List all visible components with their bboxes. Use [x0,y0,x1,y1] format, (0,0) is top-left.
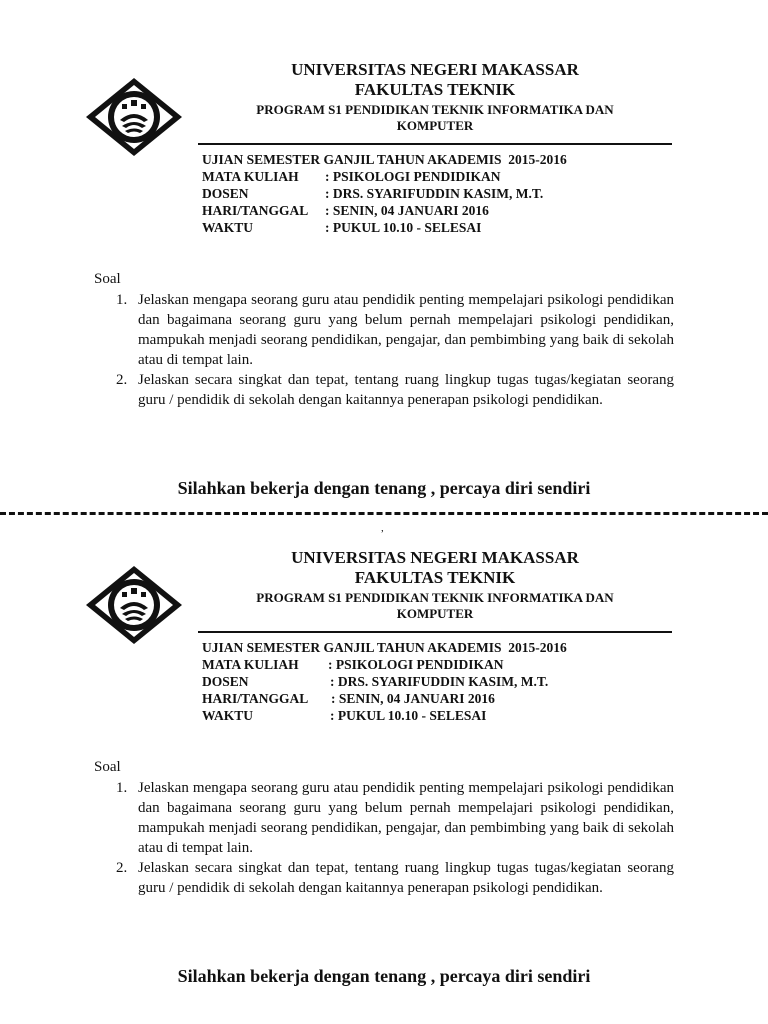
time-row [202,219,567,236]
question-text: Jelaskan mengapa seorang guru atau pendidik penting mempelajari psikologi pendidikan dan bagaimana seorang guru yang belum pernah mempelajari psikologi pendidikan, mampukah menjadi seorang pendidikan, pengajar, dan pembimbing yang baik di sekolah atau di tempat lain. [138,292,674,368]
date-value: : SENIN, 04 JANUARI 2016 [325,203,489,218]
closing-message: Silahkan bekerja dengan tenang , percaya diri sendiri [177,478,591,498]
lecturer-row [202,673,567,690]
course-label: MATA KULIAH [202,169,299,184]
question-item [116,778,674,858]
question-number: 2. [116,860,128,876]
questions-heading: Soal [94,759,121,775]
lecturer-label: DOSEN [202,674,249,689]
course-value: : PSIKOLOGI PENDIDIKAN [328,657,504,672]
header-divider [198,143,672,145]
question-number: 1. [116,780,128,796]
lecturer-row [202,185,567,202]
faculty-name: FAKULTAS TEKNIK [354,80,516,99]
exam-sheet-1 [0,0,768,510]
date-label: HARI/TANGGAL [202,203,309,218]
date-label: HARI/TANGGAL [202,691,309,706]
program-name-line1: PROGRAM S1 PENDIDIKAN TEKNIK INFORMATIKA DAN [256,590,614,605]
time-row [202,707,567,724]
question-item [116,290,674,370]
course-label: MATA KULIAH [202,657,299,672]
lecturer-value: : DRS. SYARIFUDDIN KASIM, M.T. [325,186,544,201]
exam-sheet-2 [0,488,768,998]
program-name-line1: PROGRAM S1 PENDIDIKAN TEKNIK INFORMATIKA DAN [256,102,614,117]
university-name: UNIVERSITAS NEGERI MAKASSAR [291,60,579,79]
time-value: : PUKUL 10.10 - SELESAI [330,708,487,723]
question-number: 2. [116,372,128,388]
exam-info [202,639,567,724]
question-list [116,778,674,898]
course-row [202,168,567,185]
university-logo-icon [84,76,184,158]
question-text: Jelaskan mengapa seorang guru atau pendidik penting mempelajari psikologi pendidikan dan bagaimana seorang guru yang belum pernah mempelajari psikologi pendidikan, mampukah menjadi seorang pendidikan, pengajar, dan pembimbing yang baik di sekolah atau di tempat lain. [138,780,674,856]
lecturer-label: DOSEN [202,186,249,201]
header-divider [198,631,672,633]
question-text: Jelaskan secara singkat dan tepat, tentang ruang lingkup tugas tugas/kegiatan seorang guru / pendidik di sekolah dengan kaitannya penerapan psikologi pendidikan. [138,372,674,408]
time-label: WAKTU [202,220,254,235]
question-item [116,370,674,410]
exam-title: UJIAN SEMESTER GANJIL TAHUN AKADEMIS 2015-2016 [202,640,567,655]
course-row [202,656,567,673]
program-name-line2: KOMPUTER [396,118,474,133]
course-value: : PSIKOLOGI PENDIDIKAN [325,169,501,184]
question-number: 1. [116,292,128,308]
date-row [202,690,567,707]
faculty-name: FAKULTAS TEKNIK [354,568,516,587]
question-item [116,858,674,898]
university-logo-icon [84,564,184,646]
program-name-line2: KOMPUTER [396,606,474,621]
questions-heading: Soal [94,271,121,287]
lecturer-value: : DRS. SYARIFUDDIN KASIM, M.T. [330,674,549,689]
exam-info [202,151,567,236]
question-list [116,290,674,410]
time-value: : PUKUL 10.10 - SELESAI [325,220,482,235]
time-label: WAKTU [202,708,254,723]
university-name: UNIVERSITAS NEGERI MAKASSAR [291,548,579,567]
date-row [202,202,567,219]
date-value: : SENIN, 04 JANUARI 2016 [331,691,495,706]
question-text: Jelaskan secara singkat dan tepat, tentang ruang lingkup tugas tugas/kegiatan seorang guru / pendidik di sekolah dengan kaitannya penerapan psikologi pendidikan. [138,860,674,896]
separator-mark: , [381,522,384,534]
exam-title: UJIAN SEMESTER GANJIL TAHUN AKADEMIS 2015-2016 [202,152,567,167]
closing-message: Silahkan bekerja dengan tenang , percaya diri sendiri [177,966,591,986]
